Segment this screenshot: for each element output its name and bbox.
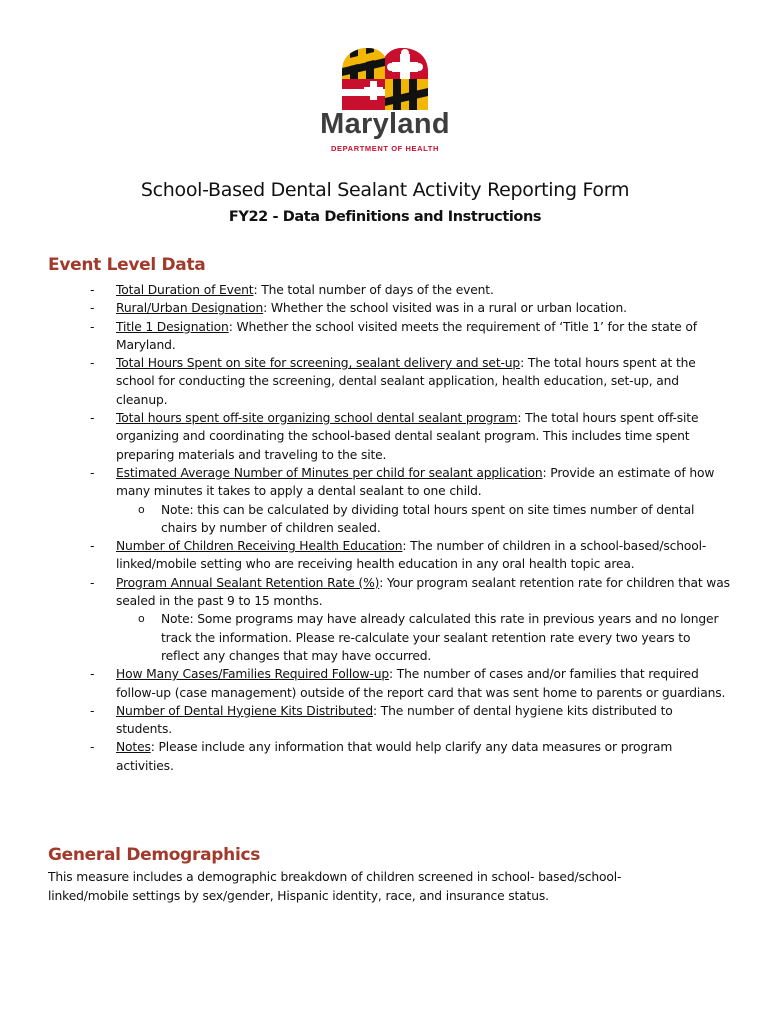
list-item (90, 318, 730, 355)
list-bullet: - (90, 319, 95, 334)
note-text: Note: this can be calculated by dividing total hours spent on site times number of dental chairs by number of children sealed. (161, 502, 695, 535)
item-term: Total Hours Spent on site for screening, sealant delivery and set-up (116, 356, 521, 371)
list-bullet: - (90, 539, 95, 554)
item-description: : The number of cases and/or families that required follow-up (case management) outside of the report card that was sent home to parents or guardians. (116, 667, 726, 700)
list-item (90, 738, 730, 775)
item-term: Program Annual Sealant Retention Rate (%) (116, 575, 380, 590)
item-term: Title 1 Designation (116, 319, 229, 334)
document-subtitle: FY22 - Data Definitions and Instructions (228, 209, 542, 225)
demographics-description: This measure includes a demographic breakdown of children screened in school- based/school-linked/mobile settings by sex/gender, Hispanic identity, race, and insurance status. (48, 870, 622, 903)
note-text: Note: Some programs may have already calculated this rate in previous years and no longer track the information. Please re-calculate your sealant retention rate every two years to reflect any changes that may have occurred. (161, 612, 719, 663)
item-term: How Many Cases/Families Required Follow-up (116, 667, 390, 682)
item-description: : Provide an estimate of how many minutes it takes to apply a dental sealant to one child. (116, 465, 715, 499)
list-item (90, 354, 730, 409)
list-item (90, 464, 730, 537)
logo-department: DEPARTMENT OF HEALTH (331, 144, 439, 153)
list-bullet: - (90, 465, 95, 480)
item-term: Number of Children Receiving Health Education (116, 539, 403, 554)
list-bullet: - (90, 575, 95, 590)
item-term: Rural/Urban Designation (116, 301, 264, 316)
logo-name: Maryland (320, 108, 450, 140)
note-bullet: o (138, 502, 145, 516)
item-description: : Whether the school visited meets the requirement of ‘Title 1’ for the state of Maryland. (116, 319, 697, 352)
list-bullet: - (90, 356, 95, 371)
maryland-flag-heart-icon (342, 48, 428, 110)
event-level-list (90, 281, 730, 775)
list-item (90, 702, 730, 739)
item-term: Estimated Average Number of Minutes per child for sealant application (116, 465, 543, 480)
note-bullet: o (138, 612, 145, 626)
list-bullet: - (90, 740, 95, 755)
list-item (90, 574, 730, 665)
item-term: Notes (116, 740, 151, 755)
item-description: : Your program sealant retention rate for children that was sealed in the past 9 to 15 months. (116, 575, 730, 609)
item-description: : The number of dental hygiene kits distributed to students. (116, 703, 673, 737)
list-note (116, 501, 730, 538)
list-item (90, 537, 730, 574)
event-level-heading: Event Level Data (48, 255, 206, 275)
list-bullet: - (90, 703, 95, 718)
item-description: : The total hours spent off-site organizing and coordinating the school-based dental sealant program. This includes time spent preparing materials and traveling to the site. (116, 411, 699, 462)
list-item (90, 409, 730, 464)
item-description: : The total number of days of the event. (253, 283, 494, 297)
item-term: Number of Dental Hygiene Kits Distributed (116, 703, 374, 718)
list-bullet: - (90, 667, 95, 682)
list-item (90, 665, 730, 702)
general-demographics-heading: General Demographics (48, 845, 261, 865)
item-description: : Please include any information that would help clarify any data measures or program activities. (116, 740, 673, 773)
item-term: Total Duration of Event (116, 283, 254, 297)
item-description: : Whether the school visited was in a rural or urban location. (263, 301, 627, 316)
item-term: Total hours spent off-site organizing school dental sealant program (116, 411, 518, 426)
item-description: : The number of children in a school-based/school-linked/mobile setting who are receiving health education in any oral health topic area. (116, 539, 707, 572)
list-note (116, 610, 730, 665)
list-bullet: - (90, 411, 95, 426)
document-title: School-Based Dental Sealant Activity Reporting Form (140, 179, 630, 201)
item-description: : The total hours spent at the school for conducting the screening, dental sealant application, health education, set-up, and cleanup. (116, 356, 696, 407)
list-bullet: - (90, 283, 95, 297)
list-item (90, 299, 730, 317)
maryland-logo (300, 48, 470, 158)
list-bullet: - (90, 301, 95, 316)
list-item (90, 281, 730, 299)
